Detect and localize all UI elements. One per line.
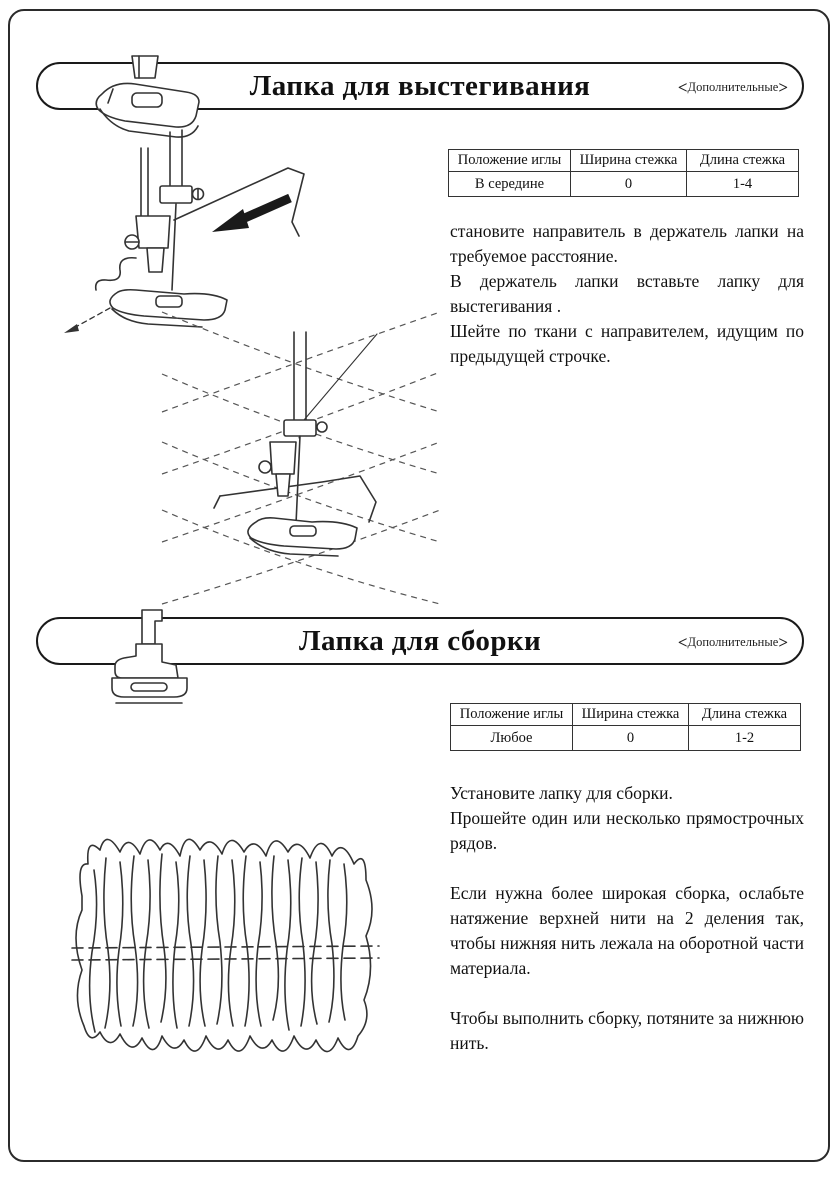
cell-stitch-width: 0: [573, 726, 689, 751]
stitch-settings-table-gathering: [450, 703, 801, 751]
gathering-foot-icon: [102, 606, 198, 714]
paragraph: Если нужна более широкая сборка, ослабьте натяжение верхней нити на 2 деления так, чтобы нижняя нить лежала на оборотной части материала.: [450, 883, 804, 978]
cell-needle-position: В середине: [449, 172, 571, 197]
paragraph: В держатель лапки вставьте лапку для выстегивания .: [450, 271, 804, 316]
paragraph: Прошейте один или несколько прямострочных рядов.: [450, 808, 804, 853]
instructions-gathering: [450, 781, 804, 1056]
paragraph: Шейте по ткани с направителем, идущим по предыдущей строчке.: [450, 321, 804, 366]
cell-stitch-length: 1-2: [689, 726, 801, 751]
angle-open: <: [677, 77, 688, 97]
cell-needle-position: Любое: [451, 726, 573, 751]
col-header-needle-position: Положение иглы: [449, 150, 571, 172]
col-header-needle-position: Положение иглы: [451, 704, 573, 726]
instructions-quilting: [450, 219, 804, 369]
quilt-grid: [162, 312, 440, 604]
presser-foot: [248, 436, 357, 556]
cell-stitch-length: 1-4: [687, 172, 799, 197]
paragraph: Чтобы выполнить сборку, потяните за нижнюю нить.: [450, 1008, 804, 1053]
col-header-stitch-width: Ширина стежка: [573, 704, 689, 726]
presser-foot: [96, 204, 227, 327]
col-header-stitch-length: Длина стежка: [689, 704, 801, 726]
quilting-guide-illustration: [52, 130, 342, 360]
angle-close: >: [778, 632, 788, 652]
badge-label: Дополнительные: [687, 79, 779, 94]
quilting-foot-icon: [80, 50, 208, 142]
stitch-settings-table-quilting: [448, 149, 799, 197]
paragraph: Установите лапку для сборки.: [450, 783, 673, 803]
col-header-stitch-width: Ширина стежка: [571, 150, 687, 172]
col-header-stitch-length: Длина стежка: [687, 150, 799, 172]
needle-bar: [284, 332, 377, 438]
dashed-arrow: [64, 308, 110, 333]
direction-arrow: [212, 198, 290, 232]
section-title-quilting: Лапка для выстегивания: [249, 69, 591, 102]
needle-bar: [141, 130, 204, 218]
angle-open: <: [677, 632, 688, 652]
angle-close: >: [778, 77, 788, 97]
category-badge: [678, 633, 788, 653]
badge-label: Дополнительные: [687, 634, 779, 649]
paragraph: становите направитель в держатель лапки на требуемое расстояние.: [450, 221, 804, 266]
category-badge: [678, 78, 788, 98]
quilting-stitch-illustration: [172, 332, 432, 594]
cell-stitch-width: 0: [571, 172, 687, 197]
gathered-fabric-illustration: [68, 818, 383, 1078]
section-title-gathering: Лапка для сборки: [298, 624, 542, 657]
